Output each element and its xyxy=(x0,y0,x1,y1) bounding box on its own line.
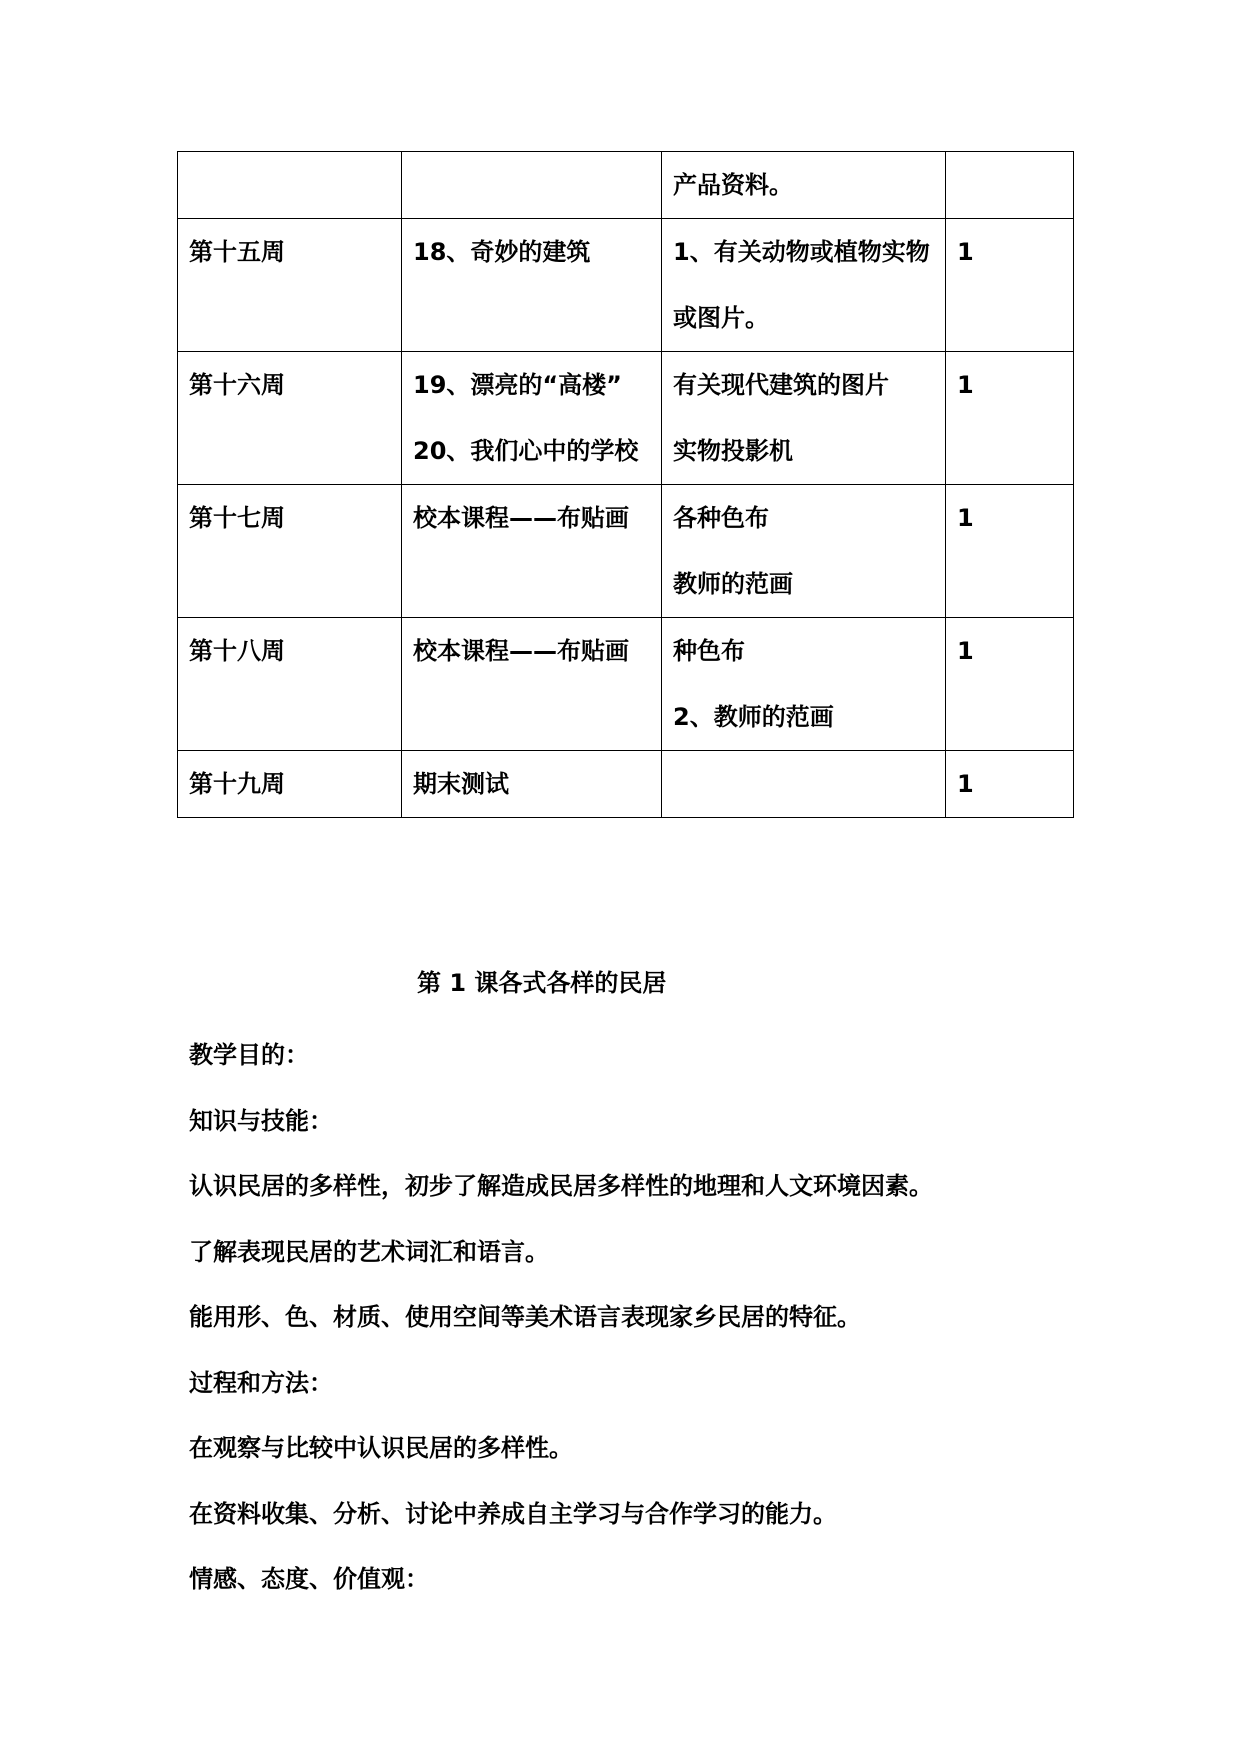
week-cell: 第十五周 xyxy=(178,219,402,352)
objective-line: 在资料收集、分析、讨论中养成自主学习与合作学习的能力。 xyxy=(189,1499,837,1528)
materials-line: 2、教师的范画 xyxy=(673,703,834,731)
table-row xyxy=(178,219,1074,352)
materials-cell xyxy=(662,485,946,618)
section-heading-knowledge-skills: 知识与技能： xyxy=(189,1106,333,1135)
hours-cell: 1 xyxy=(946,352,1074,485)
week-cell xyxy=(178,152,402,219)
materials-line: 各种色布 xyxy=(673,504,769,532)
table-row xyxy=(178,352,1074,485)
objective-line: 能用形、色、材质、使用空间等美术语言表现家乡民居的特征。 xyxy=(189,1303,861,1331)
materials-cell xyxy=(662,618,946,751)
materials-cell xyxy=(662,152,946,219)
lesson-line: 20、我们心中的学校 xyxy=(413,437,639,465)
week-cell: 第十六周 xyxy=(178,352,402,485)
table-row xyxy=(178,751,1074,818)
hours-cell xyxy=(946,152,1074,219)
table-row xyxy=(178,152,1074,219)
lesson-cell xyxy=(402,485,662,618)
lesson-line: 校本课程——布贴画 xyxy=(413,637,629,665)
objective-line: 了解表现民居的艺术词汇和语言。 xyxy=(189,1237,549,1266)
section-heading-process-methods: 过程和方法： xyxy=(189,1368,333,1397)
section-heading-objectives: 教学目的： xyxy=(189,1041,309,1069)
lesson-body xyxy=(189,1023,1049,1613)
table-row xyxy=(178,485,1074,618)
lesson-line: 校本课程——布贴画 xyxy=(413,504,629,532)
section-heading-attitudes-values: 情感、态度、价值观： xyxy=(189,1565,429,1593)
lesson-line: 18、奇妙的建筑 xyxy=(413,238,591,266)
lesson-cell xyxy=(402,219,662,352)
lesson-cell xyxy=(402,152,662,219)
week-cell: 第十九周 xyxy=(178,751,402,818)
materials-line: 1、有关动物或植物实物 xyxy=(673,238,930,266)
hours-cell: 1 xyxy=(946,751,1074,818)
objective-line: 在观察与比较中认识民居的多样性。 xyxy=(189,1434,573,1462)
materials-line: 或图片。 xyxy=(673,304,769,332)
hours-cell: 1 xyxy=(946,485,1074,618)
objective-line: 认识民居的多样性，初步了解造成民居多样性的地理和人文环境因素。 xyxy=(189,1172,933,1200)
week-cell: 第十八周 xyxy=(178,618,402,751)
materials-line xyxy=(673,751,945,817)
lesson-line: 19、漂亮的“高楼” xyxy=(413,371,622,399)
materials-line: 实物投影机 xyxy=(673,437,793,465)
materials-cell xyxy=(662,219,946,352)
schedule-table xyxy=(177,151,1074,818)
week-cell: 第十七周 xyxy=(178,485,402,618)
lesson-line: 期末测试 xyxy=(413,770,509,798)
lesson-title: 第 1 课各式各样的民居 xyxy=(417,969,667,997)
materials-line: 有关现代建筑的图片 xyxy=(673,371,889,399)
lesson-cell xyxy=(402,751,662,818)
lesson-cell xyxy=(402,618,662,751)
materials-cell xyxy=(662,352,946,485)
hours-cell: 1 xyxy=(946,219,1074,352)
hours-cell: 1 xyxy=(946,618,1074,751)
lesson-line xyxy=(413,152,661,218)
materials-line: 产品资料。 xyxy=(673,171,793,199)
materials-cell xyxy=(662,751,946,818)
materials-line: 种色布 xyxy=(673,637,745,665)
materials-line: 教师的范画 xyxy=(673,570,793,598)
lesson-cell xyxy=(402,352,662,485)
table-row xyxy=(178,618,1074,751)
